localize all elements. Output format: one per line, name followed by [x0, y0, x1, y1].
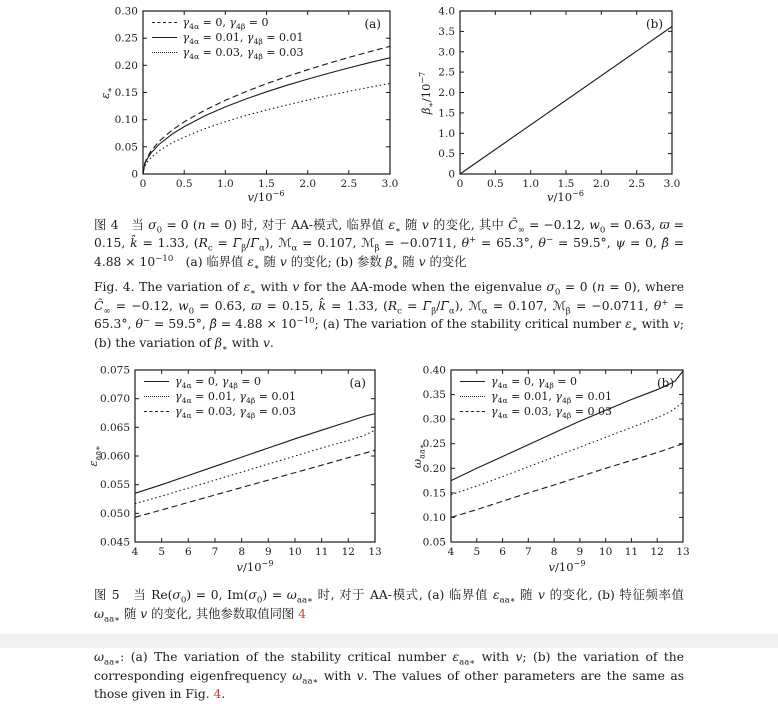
svg-text:0: 0	[139, 178, 146, 190]
fig4-reference-link[interactable]: 4	[213, 687, 222, 702]
legend-entry-label: $\gamma_{4\alpha} = 0$, $\gamma_{4\beta} = 0$	[491, 375, 578, 391]
svg-text:0.075: 0.075	[99, 364, 130, 377]
svg-text:0.5: 0.5	[175, 178, 193, 190]
legend-line-sample-solid	[460, 381, 485, 382]
legend-entry	[460, 374, 612, 389]
legend-line-sample-solid	[144, 381, 169, 382]
svg-text:0.20: 0.20	[114, 59, 138, 72]
svg-text:7: 7	[524, 546, 532, 559]
svg-text:0.045: 0.045	[99, 536, 130, 549]
fig5a-x-axis-label: $v/10^{-9}$	[236, 559, 274, 575]
svg-text:4: 4	[447, 546, 455, 559]
svg-text:1.0: 1.0	[437, 127, 455, 140]
svg-text:0.055: 0.055	[99, 479, 130, 492]
svg-text:8: 8	[550, 546, 558, 559]
legend-entry-label: $\gamma_{4\alpha} = 0.03$, $\gamma_{4\beta} = 0.03$	[175, 405, 296, 421]
fig4a-x-axis-label: $v/10^{-6}$	[247, 189, 285, 204]
svg-text:0.060: 0.060	[99, 450, 130, 463]
fig5b-x-axis-label: $v/10^{-9}$	[548, 559, 586, 575]
figure4-row	[0, 3, 778, 208]
fig4a-legend	[152, 15, 304, 60]
svg-text:0.20: 0.20	[422, 462, 446, 475]
svg-text:(b): (b)	[656, 376, 674, 391]
svg-text:0.10: 0.10	[114, 114, 138, 127]
legend-entry	[144, 389, 296, 404]
svg-text:0: 0	[456, 178, 463, 190]
svg-text:10: 10	[599, 546, 613, 559]
page-bottom-edge	[0, 634, 778, 648]
fig4a-series	[143, 58, 390, 174]
figure4-panel-b-chart	[416, 3, 684, 208]
svg-text:13: 13	[368, 546, 382, 559]
fig4a-y-axis-label: $\varepsilon_∗$	[97, 86, 114, 99]
legend-entry	[144, 404, 296, 419]
svg-text:2.0: 2.0	[592, 178, 610, 190]
fig4b-series	[460, 27, 672, 175]
svg-text:12: 12	[650, 546, 664, 559]
svg-text:6: 6	[184, 546, 192, 559]
fig5b-series	[451, 444, 683, 518]
legend-line-sample-dotted	[152, 52, 177, 53]
svg-text:1.0: 1.0	[216, 178, 234, 190]
svg-text:3.0: 3.0	[663, 178, 680, 190]
legend-line-sample-dotted	[460, 396, 485, 397]
fig5a-series	[135, 430, 375, 503]
svg-text:0.15: 0.15	[422, 487, 446, 500]
svg-text:3.5: 3.5	[437, 25, 455, 38]
fig4b-y-axis-label: $\beta_∗/10^{-7}$	[417, 71, 435, 114]
legend-entry	[152, 30, 304, 45]
legend-line-sample-dashed	[144, 411, 169, 412]
legend-line-sample-dotted	[144, 396, 169, 397]
legend-entry-label: $\gamma_{4\alpha} = 0$, $\gamma_{4\beta} = 0$	[182, 16, 269, 32]
svg-text:12: 12	[341, 546, 355, 559]
svg-text:1.5: 1.5	[437, 107, 455, 120]
svg-text:0.5: 0.5	[486, 178, 504, 190]
fig5b-legend	[460, 374, 612, 419]
svg-text:6: 6	[499, 546, 506, 559]
legend-entry-label: $\gamma_{4\alpha} = 0.03$, $\gamma_{4\beta} = 0.03$	[491, 405, 612, 421]
fig4b-plot-canvas	[416, 3, 684, 208]
svg-text:0.10: 0.10	[422, 511, 446, 524]
svg-text:2.0: 2.0	[298, 178, 316, 190]
svg-text:0.30: 0.30	[422, 413, 446, 426]
svg-text:0: 0	[130, 168, 138, 181]
svg-text:0.065: 0.065	[99, 421, 130, 434]
paper-page	[0, 3, 778, 702]
svg-text:3.0: 3.0	[437, 46, 455, 59]
svg-text:4.0: 4.0	[437, 5, 455, 18]
svg-text:2.5: 2.5	[437, 66, 455, 79]
svg-text:1.0: 1.0	[521, 178, 539, 190]
fig5a-series	[135, 450, 375, 517]
figure5-panel-a-chart	[83, 362, 383, 578]
svg-text:7: 7	[211, 546, 219, 559]
svg-text:4: 4	[131, 546, 139, 559]
legend-line-sample-solid	[152, 37, 177, 38]
svg-text:11: 11	[624, 546, 639, 559]
legend-entry	[152, 45, 304, 60]
svg-text:1.5: 1.5	[557, 178, 574, 190]
svg-text:0.30: 0.30	[114, 5, 138, 18]
legend-entry	[152, 15, 304, 30]
svg-text:(a): (a)	[349, 376, 366, 391]
svg-text:0.05: 0.05	[114, 141, 138, 154]
figure5-panel-b-chart	[407, 362, 695, 578]
figure5-row	[0, 362, 778, 578]
svg-text:0: 0	[447, 168, 455, 181]
legend-entry	[460, 389, 612, 404]
svg-text:8: 8	[238, 546, 246, 559]
legend-line-sample-dashed	[152, 22, 177, 23]
svg-text:13: 13	[676, 546, 690, 559]
svg-text:0.25: 0.25	[422, 438, 446, 451]
legend-entry-label: $\gamma_{4\alpha} = 0.03$, $\gamma_{4\beta} = 0.03$	[182, 46, 304, 62]
legend-entry-label: $\gamma_{4\alpha} = 0.01$, $\gamma_{4\beta} = 0.01$	[175, 390, 296, 406]
svg-text:5: 5	[473, 546, 481, 559]
legend-entry	[144, 374, 296, 389]
svg-text:5: 5	[158, 546, 166, 559]
fig5a-legend	[144, 374, 296, 419]
svg-text:(b): (b)	[645, 17, 663, 31]
legend-entry	[460, 404, 612, 419]
svg-text:0.25: 0.25	[114, 32, 138, 45]
svg-text:0.5: 0.5	[437, 148, 455, 161]
svg-text:9: 9	[576, 546, 584, 559]
fig5b-y-axis-label: $\omega_{aa∗}$	[410, 443, 427, 469]
svg-text:0.15: 0.15	[114, 87, 138, 99]
legend-entry-label: $\gamma_{4\alpha} = 0$, $\gamma_{4\beta} = 0$	[175, 375, 262, 391]
svg-text:2.5: 2.5	[339, 178, 357, 190]
svg-text:2.0: 2.0	[437, 87, 455, 99]
svg-text:(a): (a)	[363, 17, 381, 31]
svg-text:0.050: 0.050	[99, 507, 130, 520]
svg-text:2.5: 2.5	[627, 178, 645, 190]
svg-text:0.40: 0.40	[422, 364, 446, 377]
figure4-caption-english: Fig. 4. The variation of $\varepsilon_∗$ with v for the AA-mode when the eigenvalue $\sigma_0 = 0$ (n = 0), where $Ĉ_\infty = -0.12$, $w_0 = 0.63$, ϖ = 0.15, k̂ = 1.33, ($R_c$ = $\Gammā_\beta/\Gammā_\alpha$), ℳ$_\alpha$ = 0.107, ℳ$_\beta$ = −0.0711, θ+ = 65.3°, θ− = 59.5°, β̂ = $4.88 \times 10^{-10}$; (a) The variation of the stability critical number $\varepsilon_∗$ with v; (b) the variation of $\beta_∗$ with v.	[94, 280, 684, 354]
legend-line-sample-dashed	[460, 411, 485, 412]
figure5-caption-chinese: 图 5 当 $Re(\sigma_0) = 0$, $Im(\sigma_0) = \omega_{aa∗}$ 时, 对于 AA-模式, (a) 临界值 $\varepsilon_{aa∗}$ 随 v 的变化, (b) 特征频率值 $\omega_{aa∗}$ 随 v 的变化, 其他参数取值同图 4	[94, 588, 684, 624]
svg-text:0.070: 0.070	[99, 393, 130, 406]
legend-entry-label: $\gamma_{4\alpha} = 0.01$, $\gamma_{4\beta} = 0.01$	[182, 31, 304, 47]
fig4a-series	[143, 46, 390, 174]
fig4b-x-axis-label: $v/10^{-6}$	[547, 189, 584, 204]
fig5a-y-axis-label: $\varepsilon_{aa∗}$	[86, 445, 103, 467]
svg-text:1.5: 1.5	[257, 178, 275, 190]
svg-text:10: 10	[288, 546, 302, 559]
figure4-panel-a-chart	[95, 3, 400, 208]
figure4-caption-chinese: 图 4 当 $\sigma_0 = 0$ (n = 0) 时, 对于 AA-模式, 临界值 $\varepsilon_∗$ 随 v 的变化, 其中 $Ĉ_\infty = -0.12$, $w_0 = 0.63$, ϖ = 0.15, k̂ = 1.33, ($R_c$ = $\Gammā_\beta/\Gammā_\alpha$), ℳ$_\alpha$ = 0.107, ℳ$_\beta$ = −0.0711, θ+ = 65.3°, θ− = 59.5°, ψ = 0, β̂ = $4.88 \times 10^{-10}$ (a) 临界值 $\varepsilon_∗$ 随 v 的变化; (b) 参数 $\beta_∗$ 随 v 的变化	[94, 218, 685, 273]
fig4-reference-link[interactable]: 4	[298, 606, 306, 621]
legend-entry-label: $\gamma_{4\alpha} = 0.01$, $\gamma_{4\beta} = 0.01$	[491, 390, 612, 406]
figure5-caption-english: $\omega_{aa∗}$: (a) The variation of the stability critical number $\varepsilon_{aa∗}$ with v; (b) the variation of the corresponding eigenfrequency $\omega_{aa∗}$ with v. The values of other parameters are the same as those given in Fig. 4.	[94, 650, 685, 702]
svg-text:9: 9	[264, 546, 272, 559]
fig5a-series	[135, 414, 375, 494]
svg-text:0.05: 0.05	[422, 536, 446, 549]
svg-text:3.0: 3.0	[381, 178, 398, 190]
svg-text:11: 11	[315, 546, 329, 559]
svg-text:0.35: 0.35	[422, 389, 446, 402]
